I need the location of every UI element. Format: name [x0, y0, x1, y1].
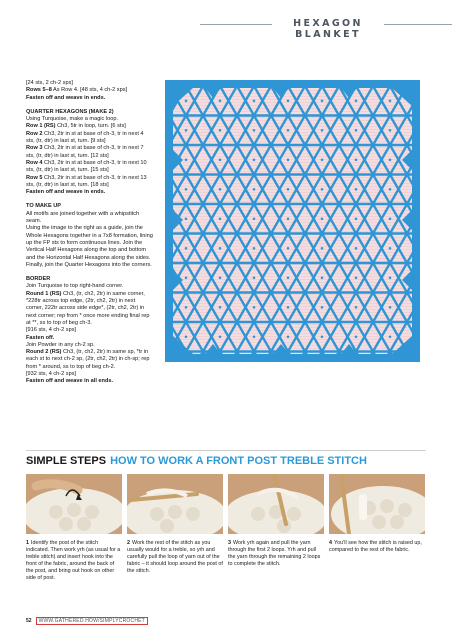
section-heading: TO MAKE UP: [26, 203, 62, 210]
pattern-line: Row 1 (RS) Ch3, 5tr in loop, turn. [6 sts]: [26, 123, 126, 130]
pattern-line: Row 2 Ch3, 2tr in st at base of ch-3, tr in next 4 sts, (tr, dtr) in last st, turn. [9 sts]: [26, 130, 144, 145]
pattern-line: Join Powder in any ch-2 sp.: [26, 341, 95, 348]
header-rule-right: [384, 24, 452, 25]
page-footer: [26, 617, 148, 625]
row-label: Row 2: [26, 130, 43, 137]
row-label: Rows 5–8: [26, 87, 52, 94]
step-2-number: 2: [127, 540, 130, 546]
pattern-line: [916 sts, 4 ch-2 sps]: [26, 327, 77, 334]
step-1-photo: [26, 474, 122, 534]
pattern-line: Fasten off and weave in ends.: [26, 189, 106, 196]
pattern-line: Using Turquoise, make a magic loop.: [26, 116, 119, 123]
pattern-line: Fasten off and weave in all ends.: [26, 378, 114, 385]
pattern-line: Round 1 (RS) Ch3, (tr, ch2, 2tr) in same corner, *228tr across top edge, (2tr, ch2, 2tr) in next corner, 222tr across side edge*, (2tr, ch2, 2tr) in next corner; rep from * once more ending final rep at **, ss to top of beg ch-3.: [26, 290, 150, 326]
pattern-line: All motifs are joined together with a whipstitch seam.: [26, 210, 140, 225]
simple-steps-subtitle: HOW TO WORK A FRONT POST TREBLE STITCH: [110, 455, 367, 467]
row-label: Row 5: [26, 174, 43, 181]
pattern-line: Using the image to the right as a guide, join the Whole Hexagons together in a 7x8 formation, lining up the FP sts to form continuous lines. Join the Vertical Half Hexagons along the top and bottom and the Horizontal Half Hexagons along the sides. Finally, join the Quarter Hexagons into the corners.: [26, 225, 153, 268]
paragraph-gap: [26, 196, 153, 203]
pattern-line: [932 sts, 4 ch-2 sps]: [26, 370, 77, 377]
pattern-line: Round 2 (RS) Ch3, (tr, ch2, 2tr) in same sp, *tr in each st to next ch-2 sp, (2tr, ch2, 2tr) in ch-sp; rep from * around, ss to top of beg ch-2.: [26, 349, 150, 370]
step-4-instructions: You’ll see how the stitch is raised up, compared to the rest of the fabric.: [329, 540, 422, 553]
step-4-photo: [329, 474, 425, 534]
paragraph-gap: [26, 102, 153, 109]
pattern-line: Fasten off and weave in ends.: [26, 94, 106, 101]
section-heading: QUARTER HEXAGONS (MAKE 2): [26, 108, 114, 115]
pattern-text-column: [26, 80, 153, 386]
section-divider: [26, 450, 426, 451]
pattern-line: Row 4 Ch3, 2tr in st at base of ch-3, tr in next 10 sts, (tr, dtr) in last st, turn. [15 sts]: [26, 159, 147, 174]
step-2-instructions: Work the rest of the stitch as you usually would for a treble, so yrh and carefully pull the loop of yarn out of the fabric – it should loop around the post of the stitch.: [127, 540, 223, 574]
step-3-photo: [228, 474, 324, 534]
header-title: HEXAGON BLANKET: [293, 18, 363, 40]
pattern-line: Join Turquoise to top right-hand corner.: [26, 283, 124, 290]
page-header: [0, 0, 452, 46]
step-3-instructions: Work yrh again and pull the yarn through the first 2 loops. Yrh and pull the yarn through the remaining 2 loops to complete the stitch.: [228, 540, 321, 567]
section-heading: BORDER: [26, 276, 51, 283]
step-2-text: [127, 540, 223, 575]
row-label: Row 1 (RS): [26, 123, 56, 130]
row-label: Row 4: [26, 159, 43, 166]
pattern-line: Row 3 Ch3, 2tr in st at base of ch-3, tr in next 7 sts, (tr, dtr) in last st, turn. [12 sts]: [26, 145, 144, 159]
footer-url-link[interactable]: WWW.GATHERED.HOW/SIMPLYCROCHET: [36, 617, 148, 625]
pattern-line: Fasten off.: [26, 334, 55, 341]
page-number: 52: [26, 618, 32, 624]
paragraph-gap: [26, 269, 153, 276]
row-label: Round 2 (RS): [26, 349, 62, 356]
step-2-photo: [127, 474, 223, 534]
step-1-instructions: Identify the post of the stitch indicated. Then work yrh (as usual for a treble stitch) and insert hook into the front of the fabric, around the back of the post, and bring out hook on other side of post.: [26, 540, 121, 581]
pattern-line: Rows 5–8 As Row 4. [48 sts, 4 ch-2 sps]: [26, 87, 128, 94]
steps-row: [26, 474, 426, 594]
step-3-number: 3: [228, 540, 231, 546]
simple-steps-label: SIMPLE STEPS: [26, 455, 107, 467]
pattern-line: [24 sts, 2 ch-2 sps]: [26, 80, 73, 86]
hexagon-blanket-image: [165, 80, 420, 362]
step-1-number: 1: [26, 540, 29, 546]
step-3-text: [228, 540, 324, 568]
step-4-text: [329, 540, 425, 554]
pattern-line: Row 5 Ch3, 2tr in st at base of ch-3, tr in next 13 sts, (tr, dtr) in last st, turn. [18 sts]: [26, 174, 147, 188]
row-label: Row 3: [26, 145, 43, 152]
step-4-number: 4: [329, 540, 332, 546]
simple-steps-heading: [26, 455, 367, 467]
header-rule-left: [200, 24, 272, 25]
step-1-text: [26, 540, 122, 582]
row-label: Round 1 (RS): [26, 290, 62, 297]
